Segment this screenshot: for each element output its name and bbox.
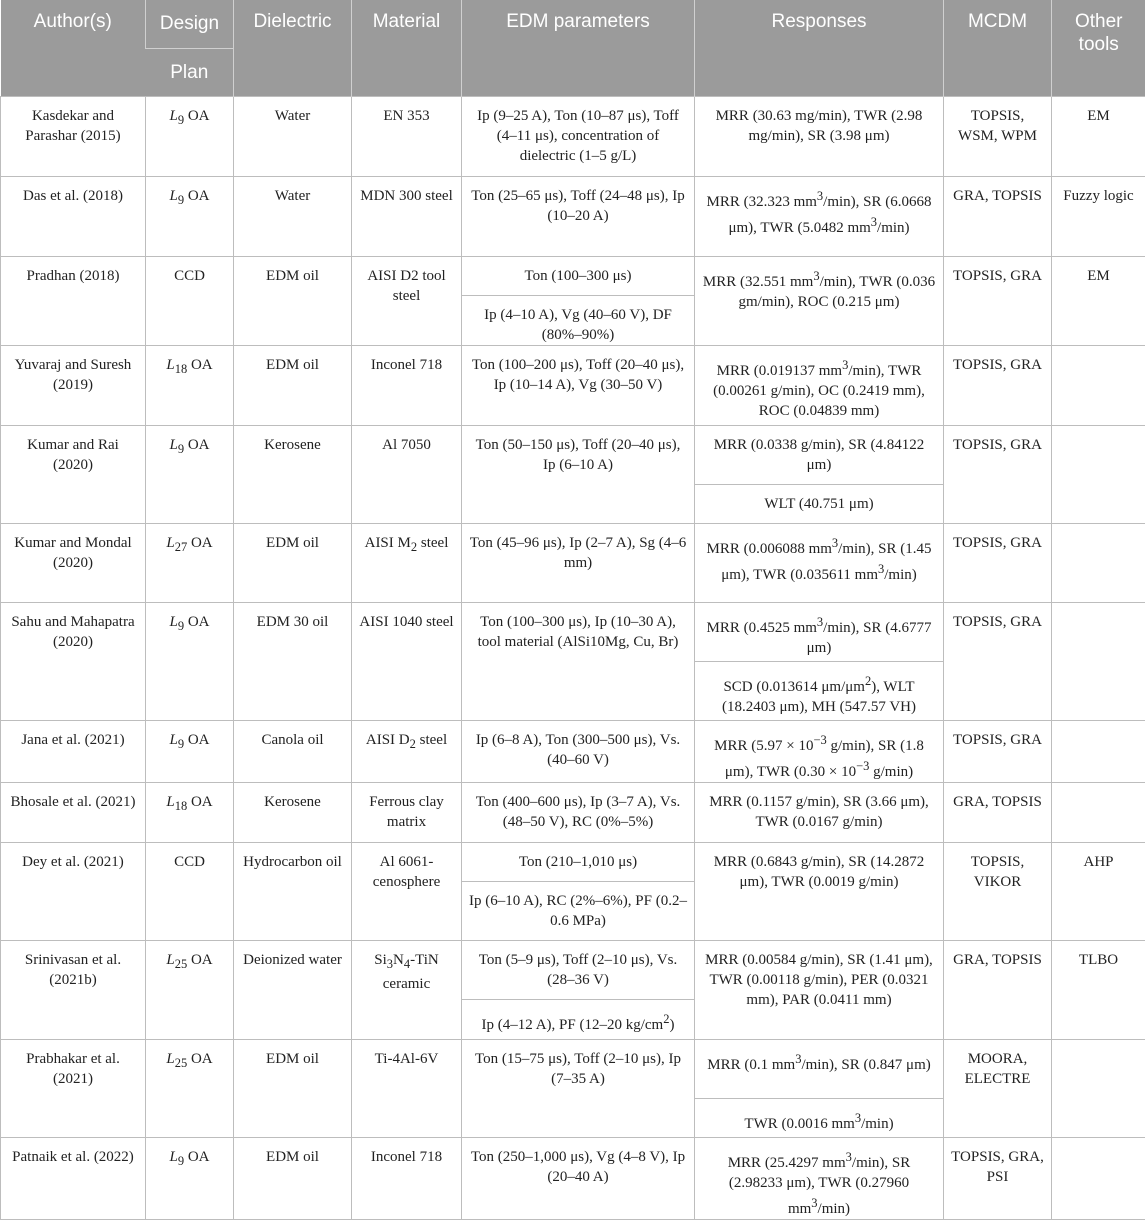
- responses-cell-text: MRR (25.4297 $mm^3/\min$), SR (2.98233 μm), TWR (0.27960 $mm^3/\min$): [727, 1149, 911, 1217]
- mcdm-cell-text: GRA, TOPSIS: [953, 793, 1042, 810]
- header-design-plan: Plan: [146, 48, 234, 96]
- responses-cell: [695, 1137, 944, 1219]
- dielectric-cell-text: EDM oil: [266, 356, 319, 373]
- dielectric-cell-text: EDM oil: [266, 1148, 319, 1165]
- design-cell: [146, 523, 234, 602]
- dielectric-cell-text: Water: [274, 107, 311, 124]
- responses-cell-text: MRR (0.00584 g/min), SR (1.41 μm), TWR (0.00118 g/min), PER (0.0321 mm), PAR (0.0411 mm): [705, 951, 933, 1008]
- design-cell: [146, 1039, 234, 1137]
- mcdm-cell-text: TOPSIS, VIKOR: [970, 853, 1025, 890]
- dielectric-cell-text: EDM 30 oil: [256, 613, 329, 630]
- responses-cell: [695, 256, 944, 345]
- design-cell: [146, 256, 234, 345]
- header-design: Design: [146, 0, 234, 48]
- design-cell-text: $L_{18}$ OA: [166, 793, 213, 813]
- design-cell: [146, 1137, 234, 1219]
- design-cell-text: $L_9$ OA: [169, 107, 210, 127]
- dielectric-cell-text: Deionized water: [243, 951, 342, 968]
- responses-cell-text: MRR (32.551 $mm^3/\min$), TWR (0.036 gm/min), ROC (0.215 μm): [702, 268, 936, 310]
- author-cell-text: Pradhan (2018): [26, 267, 120, 284]
- table-row: [1, 345, 1145, 425]
- other-tools-cell: [1052, 842, 1145, 940]
- design-cell-text: CCD: [174, 853, 205, 870]
- edm-parameters-cell-text: Ton (45–96 μs), Ip (2–7 A), Sg (4–6 mm): [469, 534, 687, 571]
- edm-parameters-cell: [462, 345, 695, 425]
- table-row: [1, 782, 1145, 842]
- material-cell: [352, 523, 462, 602]
- responses-cell: [695, 425, 944, 484]
- other-tools-cell: [1052, 1137, 1145, 1219]
- responses-cell-text: MRR (0.6843 g/min), SR (14.2872 μm), TWR (0.0019 g/min): [713, 853, 925, 890]
- material-cell: [352, 720, 462, 782]
- material-cell-text: MDN 300 steel: [360, 187, 453, 204]
- dielectric-cell: [234, 425, 352, 523]
- other-tools-cell: [1052, 256, 1145, 345]
- author-cell-text: Kasdekar and Parashar (2015): [25, 107, 121, 144]
- material-cell-text: $Si_3N_4$-TiN ceramic: [374, 951, 439, 992]
- mcdm-cell-text: TOPSIS, WSM, WPM: [958, 107, 1037, 144]
- edm-parameters-cell-text: Ton (50–150 μs), Toff (20–40 μs), Ip (6–10 A): [475, 436, 681, 473]
- responses-cell: [695, 1098, 944, 1137]
- edm-parameters-cell: [462, 425, 695, 523]
- author-cell-text: Srinivasan et al. (2021b): [24, 951, 122, 988]
- header-edm-parameters: EDM parameters: [462, 0, 695, 96]
- responses-cell: [695, 842, 944, 940]
- author-cell: [1, 1137, 146, 1219]
- material-cell: [352, 602, 462, 720]
- author-cell-text: Yuvaraj and Suresh (2019): [14, 356, 132, 393]
- mcdm-cell-text: TOPSIS, GRA: [953, 731, 1042, 748]
- mcdm-cell-text: TOPSIS, GRA: [953, 356, 1042, 373]
- author-cell: [1, 345, 146, 425]
- material-cell: [352, 425, 462, 523]
- edm-parameters-cell: [462, 999, 695, 1039]
- mcdm-cell: [944, 1039, 1052, 1137]
- material-cell-text: Ti-4Al-6V: [374, 1050, 439, 1067]
- material-cell-text: AISI D2 tool steel: [367, 267, 446, 304]
- design-cell-text: $L_9$ OA: [169, 436, 210, 456]
- author-cell-text: Patnaik et al. (2022): [12, 1148, 134, 1165]
- dielectric-cell-text: Hydrocarbon oil: [243, 853, 342, 870]
- mcdm-cell: [944, 345, 1052, 425]
- edm-parameters-cell-text: Ton (100–300 μs): [524, 267, 632, 284]
- design-cell: [146, 720, 234, 782]
- mcdm-cell: [944, 523, 1052, 602]
- responses-cell: [695, 940, 944, 1039]
- design-cell-text: $L_{27}$ OA: [166, 534, 213, 554]
- responses-cell: [695, 523, 944, 602]
- other-tools-cell-text: Fuzzy logic: [1063, 187, 1134, 204]
- dielectric-cell: [234, 256, 352, 345]
- edm-parameters-cell: [462, 720, 695, 782]
- edm-parameters-cell-text: Ip (6–8 A), Ton (300–500 μs), Vs. (40–60 V): [475, 731, 681, 768]
- responses-cell-text: MRR (0.1157 g/min), SR (3.66 μm), TWR (0.0167 g/min): [709, 793, 929, 830]
- header-mcdm: MCDM: [944, 0, 1052, 96]
- mcdm-cell: [944, 842, 1052, 940]
- dielectric-cell: [234, 720, 352, 782]
- author-cell: [1, 602, 146, 720]
- material-cell-text: Al 7050: [382, 436, 431, 453]
- dielectric-cell: [234, 940, 352, 1039]
- dielectric-cell-text: Canola oil: [261, 731, 324, 748]
- edm-parameters-cell-text: Ton (25–65 μs), Toff (24–48 μs), Ip (10–20 A): [471, 187, 685, 224]
- author-cell: [1, 1039, 146, 1137]
- material-cell: [352, 940, 462, 1039]
- mcdm-cell-text: TOPSIS, GRA: [953, 534, 1042, 551]
- edm-parameters-cell-text: Ton (210–1,010 μs): [518, 853, 638, 870]
- material-cell-text: Inconel 718: [370, 356, 443, 373]
- mcdm-cell-text: GRA, TOPSIS: [953, 951, 1042, 968]
- mcdm-cell-text: TOPSIS, GRA: [953, 613, 1042, 630]
- responses-cell-text: MRR ($5.97 \times 10^{-3}$ g/min), SR (1.8 μm), TWR ($0.30 \times 10^{-3}$ g/min): [714, 732, 924, 780]
- material-cell-text: AISI $D_2$ steel: [365, 731, 448, 751]
- design-cell: [146, 602, 234, 720]
- dielectric-cell-text: EDM oil: [266, 267, 319, 284]
- dielectric-cell: [234, 1137, 352, 1219]
- material-cell: [352, 176, 462, 256]
- responses-cell-text: MRR (0.006088 $mm^3/\min$), SR (1.45 μm), TWR (0.035611 $mm^3/\min$): [706, 535, 932, 583]
- material-cell-text: Inconel 718: [370, 1148, 443, 1165]
- table-row: [1, 1137, 1145, 1219]
- other-tools-cell: [1052, 1039, 1145, 1137]
- responses-cell-text: WLT (40.751 μm): [764, 495, 874, 512]
- design-cell: [146, 96, 234, 176]
- edm-parameters-cell-text: Ton (100–200 μs), Toff (20–40 μs), Ip (10–14 A), Vg (30–50 V): [471, 356, 685, 393]
- edm-parameters-cell-text: Ip (6–10 A), RC (2%–6%), PF (0.2–0.6 MPa): [469, 892, 687, 929]
- author-cell-text: Jana et al. (2021): [21, 731, 125, 748]
- author-cell-text: Sahu and Mahapatra (2020): [11, 613, 135, 650]
- edm-parameters-cell-text: Ton (400–600 μs), Ip (3–7 A), Vs. (48–50 V), RC (0%–5%): [475, 793, 681, 830]
- edm-parameters-cell-text: Ton (15–75 μs), Toff (2–10 μs), Ip (7–35 A): [475, 1050, 681, 1087]
- mcdm-cell: [944, 176, 1052, 256]
- edm-parameters-cell: [462, 523, 695, 602]
- edm-parameters-cell: [462, 176, 695, 256]
- header-dielectric: Dielectric: [234, 0, 352, 96]
- header-material: Material: [352, 0, 462, 96]
- material-cell: [352, 345, 462, 425]
- author-cell: [1, 842, 146, 940]
- edm-parameters-cell-text: Ip (4–10 A), Vg (40–60 V), DF (80%–90%): [484, 306, 672, 343]
- author-cell-text: Bhosale et al. (2021): [10, 793, 136, 810]
- table-row: [1, 842, 1145, 881]
- material-cell: [352, 1039, 462, 1137]
- header-authors: Author(s): [1, 0, 146, 96]
- responses-cell: [695, 96, 944, 176]
- dielectric-cell: [234, 523, 352, 602]
- material-cell-text: AISI $M_2$ steel: [364, 534, 449, 554]
- other-tools-cell-text: TLBO: [1078, 951, 1119, 968]
- other-tools-cell: [1052, 602, 1145, 720]
- author-cell: [1, 940, 146, 1039]
- author-cell: [1, 720, 146, 782]
- responses-cell-text: MRR (30.63 mg/min), TWR (2.98 mg/min), SR (3.98 μm): [715, 107, 923, 144]
- dielectric-cell: [234, 602, 352, 720]
- mcdm-cell: [944, 96, 1052, 176]
- responses-cell: [695, 345, 944, 425]
- dielectric-cell-text: EDM oil: [266, 1050, 319, 1067]
- responses-cell-text: MRR (0.1 $mm^3/\min$), SR (0.847 μm): [707, 1051, 931, 1073]
- responses-cell: [695, 782, 944, 842]
- edm-parameters-cell: [462, 842, 695, 881]
- design-cell-text: $L_9$ OA: [169, 613, 210, 633]
- mcdm-cell: [944, 720, 1052, 782]
- dielectric-cell: [234, 782, 352, 842]
- responses-cell: [695, 661, 944, 720]
- author-cell-text: Das et al. (2018): [23, 187, 123, 204]
- responses-cell-text: MRR (0.019137 $mm^3/\min$), TWR (0.00261 g/min), OC (0.2419 mm), ROC (0.04839 mm): [713, 357, 925, 419]
- header-other-tools: Other tools: [1052, 0, 1145, 96]
- mcdm-cell: [944, 940, 1052, 1039]
- other-tools-cell-text: EM: [1087, 107, 1110, 124]
- responses-cell: [695, 176, 944, 256]
- other-tools-cell: [1052, 425, 1145, 523]
- table-row: [1, 602, 1145, 661]
- responses-cell: [695, 1039, 944, 1098]
- mcdm-cell: [944, 256, 1052, 345]
- edm-parameters-cell: [462, 96, 695, 176]
- mcdm-cell: [944, 425, 1052, 523]
- table-row: [1, 425, 1145, 484]
- dielectric-cell-text: Water: [274, 187, 311, 204]
- design-cell: [146, 345, 234, 425]
- edm-parameters-cell: [462, 1137, 695, 1219]
- other-tools-cell: [1052, 176, 1145, 256]
- mcdm-cell: [944, 602, 1052, 720]
- material-cell-text: Al 6061-cenosphere: [372, 853, 441, 890]
- design-cell-text: CCD: [174, 267, 205, 284]
- dielectric-cell: [234, 96, 352, 176]
- edm-parameters-cell-text: Ip (4–12 A), PF (12–20 $kg/cm^2$): [481, 1011, 675, 1033]
- edm-parameters-cell: [462, 602, 695, 720]
- material-cell-text: EN 353: [383, 107, 430, 124]
- material-cell: [352, 256, 462, 345]
- material-cell: [352, 96, 462, 176]
- edm-parameters-cell-text: Ton (250–1,000 μs), Vg (4–8 V), Ip (20–40 A): [470, 1148, 686, 1185]
- edm-parameters-cell: [462, 1039, 695, 1137]
- dielectric-cell-text: EDM oil: [266, 534, 319, 551]
- table-row: [1, 176, 1145, 256]
- edm-parameters-cell-text: Ip (9–25 A), Ton (10–87 μs), Toff (4–11 μs), concentration of dielectric (1–5 g/L): [477, 107, 679, 164]
- author-cell: [1, 782, 146, 842]
- design-cell: [146, 842, 234, 940]
- author-cell: [1, 523, 146, 602]
- mcdm-cell-text: GRA, TOPSIS: [953, 187, 1042, 204]
- responses-cell-text: MRR (32.323 $mm^3/\min$), SR (6.0668 μm), TWR (5.0482 $mm^3/\min$): [706, 188, 932, 236]
- dielectric-cell-text: Kerosene: [264, 436, 321, 453]
- other-tools-cell: [1052, 523, 1145, 602]
- edm-parameters-cell-text: Ton (100–300 μs), Ip (10–30 A), tool material (AlSi10Mg, Cu, Br): [477, 613, 679, 650]
- material-cell: [352, 1137, 462, 1219]
- edm-parameters-cell: [462, 295, 695, 345]
- responses-cell-text: MRR (0.0338 g/min), SR (4.84122 μm): [713, 436, 925, 473]
- header-responses: Responses: [695, 0, 944, 96]
- table-row: [1, 523, 1145, 602]
- other-tools-cell-text: EM: [1087, 267, 1110, 284]
- responses-cell: [695, 484, 944, 523]
- table-row: [1, 940, 1145, 999]
- material-cell: [352, 782, 462, 842]
- mcdm-cell-text: MOORA, ELECTRE: [964, 1050, 1031, 1087]
- author-cell: [1, 256, 146, 345]
- mcdm-cell-text: TOPSIS, GRA, PSI: [951, 1148, 1044, 1185]
- table-row: [1, 1039, 1145, 1098]
- other-tools-cell: [1052, 940, 1145, 1039]
- design-cell: [146, 782, 234, 842]
- design-cell: [146, 425, 234, 523]
- other-tools-cell-text: AHP: [1083, 853, 1114, 870]
- author-cell-text: Kumar and Rai (2020): [27, 436, 119, 473]
- dielectric-cell-text: Kerosene: [264, 793, 321, 810]
- design-cell-text: $L_{25}$ OA: [166, 951, 213, 971]
- other-tools-cell: [1052, 96, 1145, 176]
- mcdm-cell: [944, 1137, 1052, 1219]
- author-cell: [1, 176, 146, 256]
- design-cell-text: $L_{25}$ OA: [166, 1050, 213, 1070]
- other-tools-cell: [1052, 345, 1145, 425]
- edm-parameters-cell-text: Ton (5–9 μs), Toff (2–10 μs), Vs. (28–36 V): [478, 951, 678, 988]
- edm-parameters-cell: [462, 881, 695, 940]
- edm-parameters-cell: [462, 256, 695, 295]
- material-cell-text: AISI 1040 steel: [359, 613, 454, 630]
- material-cell: [352, 842, 462, 940]
- responses-cell: [695, 720, 944, 782]
- dielectric-cell: [234, 345, 352, 425]
- other-tools-cell: [1052, 720, 1145, 782]
- table-body: [1, 96, 1145, 1219]
- table-header: [1, 0, 1145, 96]
- dielectric-cell: [234, 1039, 352, 1137]
- design-cell: [146, 940, 234, 1039]
- responses-cell: [695, 602, 944, 661]
- table-row: [1, 256, 1145, 295]
- responses-cell-text: SCD (0.013614 $\mu m/\mu m^2$), WLT (18.2403 μm), MH (547.57 VH): [721, 673, 916, 715]
- author-cell-text: Dey et al. (2021): [22, 853, 124, 870]
- responses-cell-text: MRR (0.4525 $mm^3/\min$), SR (4.6777 μm): [706, 614, 932, 656]
- author-cell-text: Prabhakar et al. (2021): [26, 1050, 120, 1087]
- mcdm-cell-text: TOPSIS, GRA: [953, 436, 1042, 453]
- author-cell-text: Kumar and Mondal (2020): [14, 534, 132, 571]
- dielectric-cell: [234, 176, 352, 256]
- mcdm-cell: [944, 782, 1052, 842]
- design-cell-text: $L_9$ OA: [169, 731, 210, 751]
- responses-cell-text: TWR (0.0016 $mm^3/\min$): [744, 1110, 894, 1132]
- edm-parameters-cell: [462, 940, 695, 999]
- material-cell-text: Ferrous clay matrix: [369, 793, 444, 830]
- other-tools-cell: [1052, 782, 1145, 842]
- dielectric-cell: [234, 842, 352, 940]
- author-cell: [1, 96, 146, 176]
- design-cell-text: $L_{18}$ OA: [166, 356, 213, 376]
- table-row: [1, 96, 1145, 176]
- design-cell-text: $L_9$ OA: [169, 1148, 210, 1168]
- author-cell: [1, 425, 146, 523]
- table-row: [1, 720, 1145, 782]
- mcdm-cell-text: TOPSIS, GRA: [953, 267, 1042, 284]
- design-cell: [146, 176, 234, 256]
- edm-parameters-cell: [462, 782, 695, 842]
- design-cell-text: $L_9$ OA: [169, 187, 210, 207]
